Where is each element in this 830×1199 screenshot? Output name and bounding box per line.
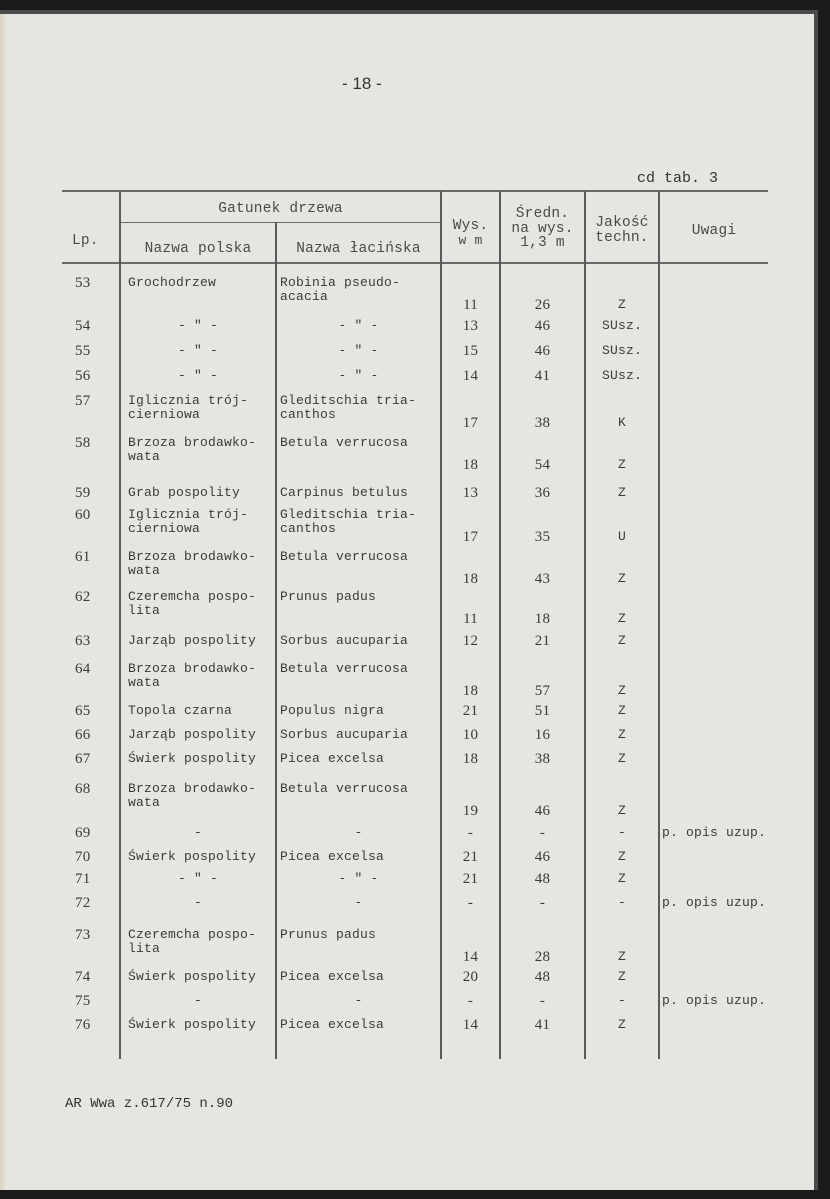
cell-quality: Z	[617, 633, 626, 648]
cell-polish-name: Brzoza brodawko-	[128, 549, 257, 564]
cell-diameter: 48	[534, 969, 551, 985]
cell-polish-name: Topola czarna	[128, 703, 233, 718]
cell-quality: Z	[617, 571, 626, 586]
cell-polish-name: Iglicznia trój-	[128, 507, 249, 522]
cell-quality: Z	[617, 871, 626, 886]
cell-polish-name: - " -	[177, 368, 218, 383]
cell-diameter: 43	[534, 571, 551, 587]
cell-polish-name-cont: cierniowa	[128, 407, 201, 422]
cell-polish-name: Brzoza brodawko-	[128, 435, 257, 450]
cell-diameter: 41	[534, 368, 551, 384]
cell-quality: Z	[617, 803, 626, 818]
cell-lp: 57	[75, 393, 91, 409]
cell-latin-name: Picea excelsa	[280, 849, 385, 864]
cell-height: 11	[463, 297, 478, 313]
cell-lp: 61	[75, 549, 91, 565]
cell-polish-name-cont: lita	[128, 941, 161, 956]
cell-polish-name: Iglicznia trój-	[128, 393, 249, 408]
header-subdivider	[120, 222, 441, 223]
cell-height: -	[467, 993, 474, 1009]
cell-quality: Z	[617, 611, 626, 626]
cell-lp: 74	[75, 969, 91, 985]
header-quality-l1: Jakość	[595, 215, 649, 231]
cell-lp: 62	[75, 589, 91, 605]
cell-notes: p. opis uzup.	[662, 895, 767, 910]
cell-latin-name-cont: canthos	[280, 521, 337, 536]
cell-polish-name: Świerk pospolity	[128, 969, 257, 984]
cell-latin-name: Gleditschia tria-	[280, 393, 417, 408]
cell-latin-name: Gleditschia tria-	[280, 507, 417, 522]
cell-polish-name: - " -	[177, 343, 218, 358]
cell-height: 13	[462, 318, 479, 334]
cell-latin-name: Picea excelsa	[280, 1017, 385, 1032]
cell-lp: 55	[75, 343, 91, 359]
cell-height: 20	[462, 969, 479, 985]
cell-polish-name: Grab pospolity	[128, 485, 241, 500]
cell-height: 13	[462, 485, 479, 501]
cell-latin-name: - " -	[338, 318, 379, 333]
cell-polish-name: - " -	[177, 871, 218, 886]
cell-polish-name-cont: wata	[128, 675, 161, 690]
cell-lp: 58	[75, 435, 91, 451]
cell-lp: 67	[75, 751, 91, 767]
cell-diameter: 28	[534, 949, 551, 965]
cell-quality: SUsz.	[601, 318, 642, 333]
cell-polish-name: -	[193, 993, 202, 1008]
cell-quality: Z	[617, 1017, 626, 1032]
cell-latin-name: Prunus padus	[280, 589, 377, 604]
header-bottom-rule	[62, 262, 768, 264]
cell-diameter: 38	[534, 751, 551, 767]
cell-diameter: -	[539, 825, 546, 841]
cell-polish-name: Świerk pospolity	[128, 751, 257, 766]
cell-diameter: 38	[534, 415, 551, 431]
cell-latin-name-cont: acacia	[280, 289, 329, 304]
cell-latin-name: Betula verrucosa	[280, 549, 409, 564]
cell-height: 12	[462, 633, 479, 649]
header-quality-l2: techn.	[595, 230, 649, 246]
cell-height: 15	[462, 343, 479, 359]
cell-polish-name-cont: wata	[128, 795, 161, 810]
cell-polish-name: -	[193, 895, 202, 910]
header-diameter-l2: na wys.	[511, 221, 574, 237]
cell-latin-name: -	[354, 993, 363, 1008]
cell-quality: K	[617, 415, 626, 430]
cell-latin-name: - " -	[338, 343, 379, 358]
cell-diameter: 51	[534, 703, 551, 719]
cell-quality: Z	[617, 457, 626, 472]
cell-quality: -	[617, 895, 626, 910]
cell-height: 17	[462, 529, 479, 545]
cell-height: 19	[462, 803, 479, 819]
cell-quality: Z	[617, 969, 626, 984]
cell-diameter: 54	[534, 457, 551, 473]
archive-signature: AR Wwa z.617/75 n.90	[65, 1096, 234, 1112]
page-edge	[0, 14, 7, 1190]
cell-diameter: -	[539, 895, 546, 911]
cell-latin-name: Picea excelsa	[280, 751, 385, 766]
header-height-l1: Wys.	[452, 218, 489, 234]
cell-notes: p. opis uzup.	[662, 825, 767, 840]
cell-height: 14	[462, 368, 479, 384]
cell-height: 21	[462, 703, 479, 719]
cell-diameter: 18	[534, 611, 551, 627]
cell-diameter: 57	[534, 683, 551, 699]
cell-latin-name: -	[354, 825, 363, 840]
cell-polish-name: Czeremcha pospo-	[128, 927, 257, 942]
cell-latin-name: Robinia pseudo-	[280, 275, 401, 290]
cell-polish-name: Brzoza brodawko-	[128, 781, 257, 796]
cell-height: 11	[463, 611, 478, 627]
cell-diameter: 41	[534, 1017, 551, 1033]
cell-quality: SUsz.	[601, 343, 642, 358]
cell-height: 18	[462, 571, 479, 587]
cell-latin-name: - " -	[338, 871, 379, 886]
cell-height: -	[467, 895, 474, 911]
cell-latin-name: Sorbus aucuparia	[280, 727, 409, 742]
header-species-group: Gatunek drzewa	[218, 201, 343, 217]
cell-polish-name: Czeremcha pospo-	[128, 589, 257, 604]
cell-height: 10	[462, 727, 479, 743]
cell-polish-name: Jarząb pospolity	[128, 727, 257, 742]
table-reference: cd tab. 3	[637, 170, 719, 187]
header-notes: Uwagi	[691, 223, 737, 239]
cell-lp: 54	[75, 318, 91, 334]
cell-polish-name-cont: wata	[128, 449, 161, 464]
cell-polish-name-cont: cierniowa	[128, 521, 201, 536]
header-lp: Lp.	[72, 233, 99, 249]
cell-height: -	[467, 825, 474, 841]
cell-height: 18	[462, 751, 479, 767]
table-top-rule	[62, 190, 768, 192]
cell-polish-name-cont: lita	[128, 603, 161, 618]
cell-quality: Z	[617, 297, 626, 312]
cell-height: 21	[462, 871, 479, 887]
cell-diameter: 46	[534, 849, 551, 865]
cell-quality: -	[617, 825, 626, 840]
cell-lp: 76	[75, 1017, 91, 1033]
cell-quality: Z	[617, 703, 626, 718]
cell-height: 14	[462, 949, 479, 965]
cell-quality: Z	[617, 751, 626, 766]
cell-height: 18	[462, 683, 479, 699]
cell-latin-name-cont: canthos	[280, 407, 337, 422]
cell-lp: 73	[75, 927, 91, 943]
header-latin-name: Nazwa łacińska	[296, 241, 421, 257]
cell-height: 18	[462, 457, 479, 473]
cell-diameter: 46	[534, 343, 551, 359]
cell-height: 14	[462, 1017, 479, 1033]
cell-lp: 69	[75, 825, 91, 841]
cell-diameter: 26	[534, 297, 551, 313]
cell-diameter: 36	[534, 485, 551, 501]
cell-lp: 70	[75, 849, 91, 865]
cell-lp: 59	[75, 485, 91, 501]
cell-diameter: -	[539, 993, 546, 1009]
cell-latin-name: Sorbus aucuparia	[280, 633, 409, 648]
cell-lp: 65	[75, 703, 91, 719]
cell-lp: 60	[75, 507, 91, 523]
cell-quality: U	[617, 529, 626, 544]
header-diameter-l3: 1,3 m	[520, 235, 565, 251]
cell-lp: 72	[75, 895, 91, 911]
cell-quality: Z	[617, 949, 626, 964]
cell-lp: 75	[75, 993, 91, 1009]
cell-latin-name: Betula verrucosa	[280, 661, 409, 676]
cell-quality: Z	[617, 485, 626, 500]
cell-latin-name: Populus nigra	[280, 703, 385, 718]
header-polish-name: Nazwa polska	[144, 241, 252, 257]
cell-lp: 56	[75, 368, 91, 384]
cell-lp: 68	[75, 781, 91, 797]
cell-height: 21	[462, 849, 479, 865]
cell-polish-name-cont: wata	[128, 563, 161, 578]
cell-polish-name: -	[193, 825, 202, 840]
cell-latin-name: - " -	[338, 368, 379, 383]
cell-polish-name: Świerk pospolity	[128, 1017, 257, 1032]
header-diameter-l1: Średn.	[515, 206, 570, 222]
cell-latin-name: Betula verrucosa	[280, 781, 409, 796]
cell-quality: Z	[617, 727, 626, 742]
cell-diameter: 16	[534, 727, 551, 743]
cell-polish-name: Jarząb pospolity	[128, 633, 257, 648]
cell-latin-name: Betula verrucosa	[280, 435, 409, 450]
cell-lp: 64	[75, 661, 91, 677]
cell-polish-name: Brzoza brodawko-	[128, 661, 257, 676]
cell-diameter: 21	[534, 633, 551, 649]
cell-lp: 71	[75, 871, 91, 887]
cell-lp: 53	[75, 275, 91, 291]
cell-quality: Z	[617, 849, 626, 864]
cell-polish-name: Grochodrzew	[128, 275, 217, 290]
cell-diameter: 48	[534, 871, 551, 887]
cell-polish-name: Świerk pospolity	[128, 849, 257, 864]
cell-latin-name: -	[354, 895, 363, 910]
cell-notes: p. opis uzup.	[662, 993, 767, 1008]
cell-latin-name: Carpinus betulus	[280, 485, 409, 500]
cell-lp: 63	[75, 633, 91, 649]
cell-latin-name: Picea excelsa	[280, 969, 385, 984]
page-number: - 18 -	[342, 74, 382, 93]
cell-height: 17	[462, 415, 479, 431]
cell-diameter: 35	[534, 529, 551, 545]
header-height-l2: w m	[458, 233, 483, 248]
cell-lp: 66	[75, 727, 91, 743]
cell-polish-name: - " -	[177, 318, 218, 333]
cell-diameter: 46	[534, 318, 551, 334]
cell-diameter: 46	[534, 803, 551, 819]
cell-quality: -	[617, 993, 626, 1008]
cell-quality: SUsz.	[601, 368, 642, 383]
document-page	[0, 10, 818, 1190]
cell-latin-name: Prunus padus	[280, 927, 377, 942]
cell-quality: Z	[617, 683, 626, 698]
